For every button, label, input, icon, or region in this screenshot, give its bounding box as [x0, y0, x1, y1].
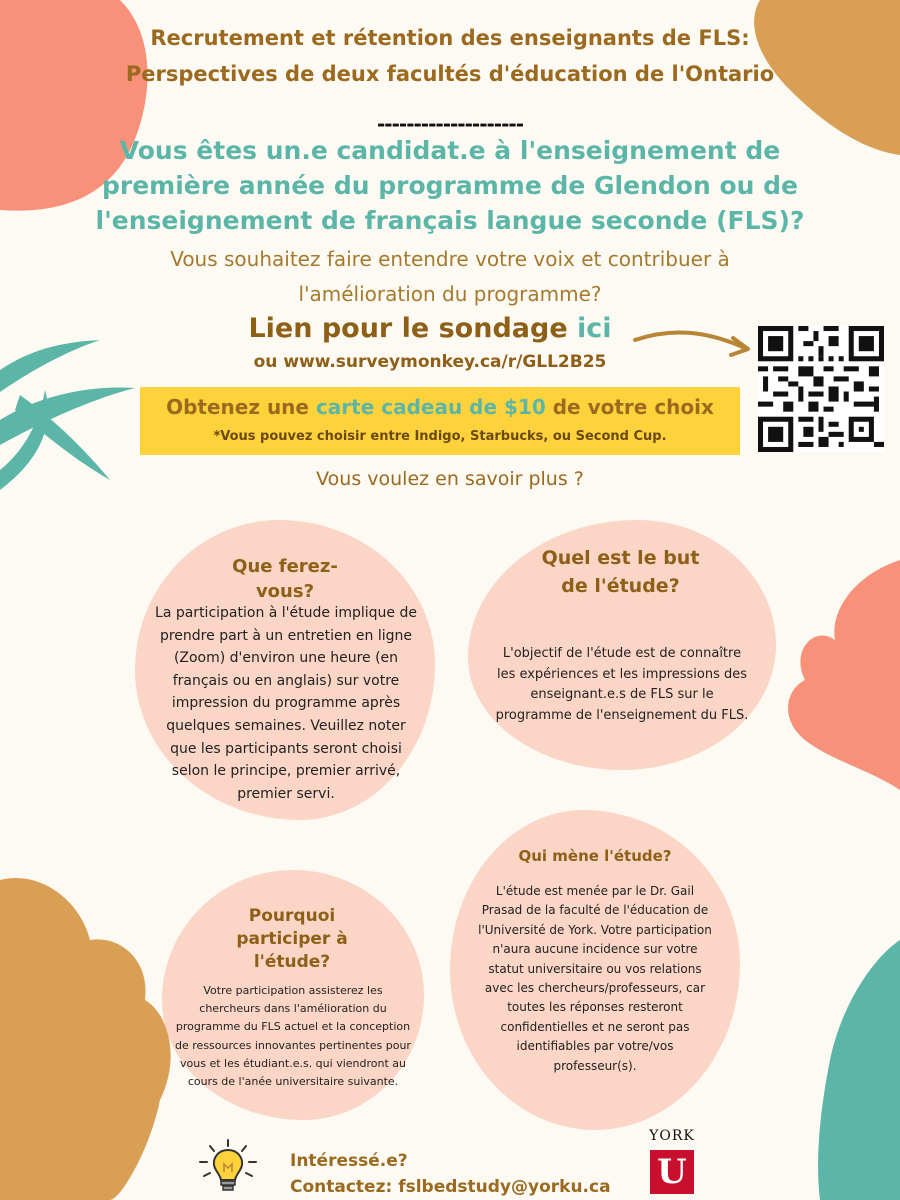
teal-blob-bottom-right [818, 940, 900, 1200]
survey-link-text: Lien pour le sondage [248, 313, 578, 344]
section-goal-text: L'objectif de l'étude est de connaître les expériences et les impressions des enseignant.e.s de FLS sur le programme de l'enseignement du FLS. [495, 646, 749, 723]
gift-card-headline [140, 395, 740, 419]
section-who-title: Qui mène l'étude? [518, 847, 672, 865]
section-why-text: Votre participation assisterez les chercheurs dans l'amélioration du programme du FLS actuel et la conception de ressources innovantes pertinentes pour vous et les étudiant.e.s. qui viendront au cours de l'anée universitaire suivante. [175, 984, 411, 1089]
york-logo-mark: U [657, 1152, 687, 1192]
survey-link-here[interactable]: ici [577, 313, 612, 344]
section-who-text: L'étude est menée par le Dr. Gail Prasad de la faculté de l'éducation de l'Université de York. Votre participation n'aura aucune incidence sur votre statut universitaire ou vos relations avec les chercheurs/professeurs, car toutes les réponses resteront confidentielles et ne seront pas identifiables par votre/vos professeur(s). [478, 884, 712, 1073]
gift-card-text-3: de votre choix [545, 395, 714, 419]
page-title: Recrutement et rétention des enseignants de FLS: Perspectives de deux facultés d'éducation de l'Ontario [125, 26, 775, 86]
coral-leaf-right [788, 560, 900, 790]
lightbulb-icon [196, 1138, 260, 1194]
qr-code-icon[interactable] [758, 326, 884, 452]
gift-card-banner [140, 387, 740, 455]
survey-url[interactable]: ou www.surveymonkey.ca/r/GLL2B25 [253, 352, 607, 372]
section-what-blob [135, 520, 435, 820]
title-separator: -------------------- [376, 112, 523, 136]
interested-label: Intéressé.e? [290, 1151, 408, 1171]
gift-card-note: *Vous pouvez choisir entre Indigo, Starbucks, ou Second Cup. [213, 429, 667, 444]
gift-card-text-1: Obtenez une [166, 395, 316, 419]
york-logo-text: YORK [649, 1128, 695, 1144]
main-question: Vous êtes un.e candidat.e à l'enseignement de première année du programme de Glendon ou de l'enseignement de français langue seconde (FLS)? [95, 136, 805, 235]
section-what-text: La participation à l'étude implique de prendre part à un entretien en ligne (Zoom) d'environ une heure (en français ou en anglais) sur votre impression du programme après quelques semaines. Veuillez noter que les participants seront choisi selon le principe, premier arrivé, premier servi. [155, 605, 417, 802]
york-university-logo [642, 1128, 702, 1196]
section-who-blob [450, 810, 740, 1130]
section-why-blob [162, 870, 424, 1120]
section-what-title: Que ferez-vous? [232, 556, 338, 602]
sub-question: Vous souhaitez faire entendre votre voix et contribuer à l'amélioration du programme? [170, 247, 730, 306]
learn-more-heading: Vous voulez en savoir plus ? [316, 468, 584, 490]
contact-email-link[interactable]: Contactez: fslbedstudy@yorku.ca [290, 1177, 611, 1197]
survey-link-label [200, 313, 660, 344]
gift-card-amount: carte cadeau de $10 [315, 395, 546, 419]
section-goal-title: Quel est le but de l'étude? [541, 547, 700, 597]
section-why-title: Pourquoi participer à l'étude? [236, 906, 348, 972]
gold-blob-bottom-left [0, 878, 171, 1200]
teal-leaves-left [0, 340, 135, 490]
